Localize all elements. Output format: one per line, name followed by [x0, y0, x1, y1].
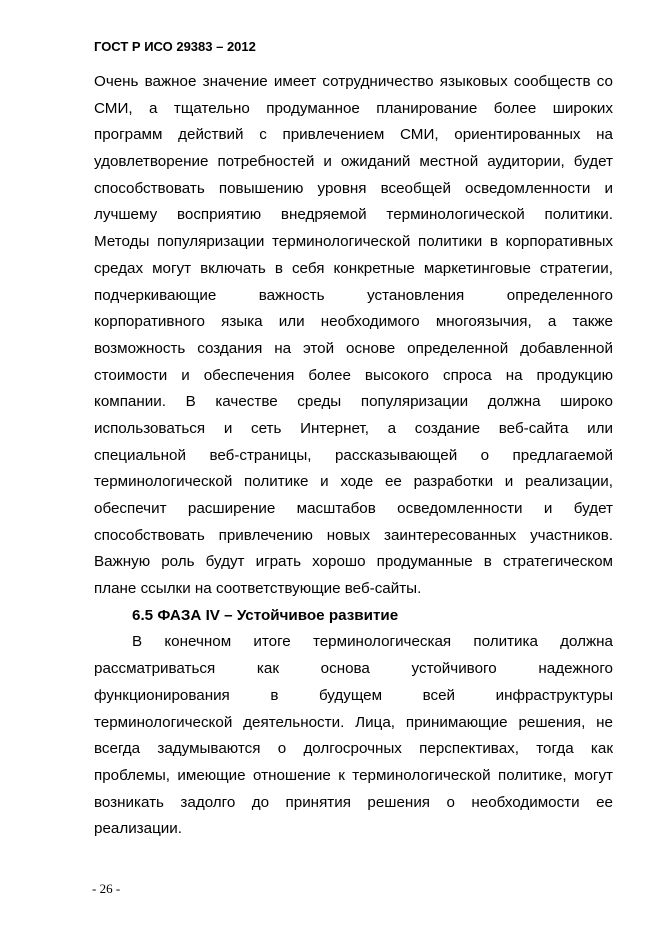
text-line: способствовать повышению уровня всеобщей осведомленности и	[94, 179, 613, 197]
document-header: ГОСТ Р ИСО 29383 – 2012	[94, 39, 256, 54]
text-line: всегда задумываются о долгосрочных перспективах, тогда как	[94, 740, 613, 758]
text-line: реализации.	[94, 820, 182, 838]
text-line: средах могут включать в себя конкретные маркетинговые стратегии,	[94, 259, 613, 277]
page-number: - 26 -	[92, 881, 121, 896]
text-line: компании. В качестве среды популяризации должна широко	[94, 393, 613, 411]
text-line: возникать задолго до принятия решения о необходимости ее	[94, 793, 613, 811]
text-line: способствовать привлечению новых заинтересованных участников.	[94, 526, 613, 544]
text-line: рассматриваться как основа устойчивого надежного	[94, 660, 613, 678]
text-line: плане ссылки на соответствующие веб-сайты.	[94, 580, 422, 598]
text-line: подчеркивающие важность установления определенного	[94, 286, 613, 304]
text-line: Очень важное значение имеет сотрудничество языковых сообществ со	[94, 73, 613, 90]
document-body	[94, 69, 613, 843]
text-line: возможность создания на этой основе определенной добавленной	[94, 339, 613, 357]
text-line: корпоративного языка или необходимого многоязычия, а также	[94, 313, 613, 331]
text-line: терминологической политике и ходе ее разработки и реализации,	[94, 473, 613, 491]
text-line: функционирования в будущем всей инфраструктуры	[94, 686, 613, 704]
paragraph-sustainable-development	[94, 629, 613, 843]
paragraph-media-cooperation	[94, 69, 613, 603]
text-line: СМИ, а тщательно продуманное планирование более широких	[94, 99, 613, 117]
text-line: использоваться и сеть Интернет, а создание веб-сайта или	[94, 419, 613, 437]
text-line: лучшему восприятию внедряемой терминологической политики.	[94, 206, 613, 224]
text-line: программ действий с привлечением СМИ, ориентированных на	[94, 126, 613, 144]
text-line: специальной веб-страницы, рассказывающей о предлагаемой	[94, 446, 613, 464]
text-line: стоимости и обеспечения более высокого спроса на продукцию	[94, 366, 613, 384]
text-line: В конечном итоге терминологическая политика должна	[132, 633, 613, 651]
text-line: удовлетворение потребностей и ожиданий местной аудитории, будет	[94, 153, 613, 171]
text-line: Важную роль будут играть хорошо продуманные в стратегическом	[94, 553, 613, 571]
section-heading: 6.5 ФАЗА IV – Устойчивое развитие	[132, 606, 399, 624]
text-line: проблемы, имеющие отношение к терминологической политике, могут	[94, 766, 613, 784]
text-line: Методы популяризации терминологической политики в корпоративных	[94, 233, 613, 251]
text-line: обеспечит расширение масштабов осведомленности и будет	[94, 500, 613, 517]
text-line: терминологической деятельности. Лица, принимающие решения, не	[94, 713, 613, 731]
